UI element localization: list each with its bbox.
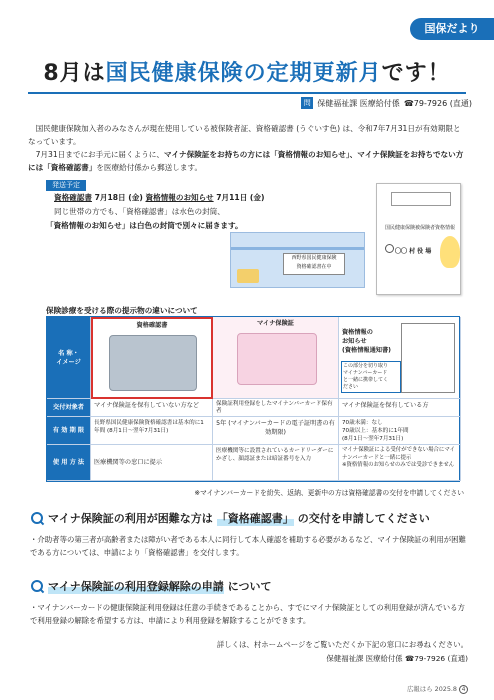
cell-target-2: 保険証利用登録をしたマイナンバーカード保有者 (213, 399, 339, 417)
footer-line-2: 保健福祉課 医療給付係 ☎79-7926 (直通) (326, 654, 468, 663)
intro-paragraph-1: 国民健康保険加入者のみなさんが現在使用している被保険者証、資格確認書 (うぐいす色) は、令和7年7月31日が有効期限となっています。 (28, 124, 461, 146)
magnifier-icon (30, 511, 44, 525)
magnifier-icon (30, 579, 44, 593)
cell-target-3: マイナ保険証を保有している方 (339, 399, 461, 417)
intro-p2-a: 7月31日までにお手元に届くように、 (35, 150, 164, 159)
envelope-stripe (231, 247, 364, 250)
schedule-note-2: 「資格情報のお知らせ」は白色の封筒で別々に届きます。 (46, 221, 243, 230)
section2-body: ・マイナンバーカードの健康保険証利用登録は任意の手続きであることから、すでにマイナ保険証としての利用登録が済んでいる方で利用登録の解除を希望する方は、申請により利用登録を解除することができます。 (30, 603, 465, 625)
section2-title (30, 578, 272, 594)
section1-title-a: マイナ保険証の利用が困難な方は (48, 512, 213, 525)
schedule-badge: 発送予定 (46, 180, 86, 191)
cell-usage-1: 医療機関等の窓口に提示 (91, 445, 213, 481)
schedule-item-1: 資格確認書 (54, 193, 92, 202)
col-title-1: 資格確認書 (136, 322, 168, 329)
blue-envelope-image (230, 232, 365, 288)
schedule-date-1: 7月18日 (金) (91, 193, 146, 202)
envelope-window (391, 192, 451, 206)
section-tag: 国保だより (410, 18, 494, 40)
contact-dept: 保健福祉課 医療給付係 (317, 98, 400, 108)
row-header-target: 交付対象者 (47, 399, 91, 417)
title-highlight: 国民健康保険の定期更新月 (105, 61, 382, 86)
section1-title (30, 510, 430, 526)
envelope-label: 西野県国民健康保険 資格確認書在中 (283, 253, 345, 275)
section1-body: ・介助者等の第三者が高齢者または障がい者である本人に同行して本人確認を補助する必要があるなど、マイナ保険証の利用が困難である方については、申請により「資格確認書」を交付します。 (30, 535, 466, 557)
village-seal-icon (385, 244, 394, 253)
envelope-org: 〇〇 村 役 場 (395, 248, 432, 255)
intro-p2-bold: マイナ保険証をお持ちの方には「資格情報のお知らせ」、マイナ保険証をお持ちでない方には「資格確認書」 (28, 150, 464, 172)
col-myna-hokensho (213, 317, 339, 399)
page-title (0, 56, 494, 87)
cell-validity-3: 70歳未満：なし 70歳以上：基本的に1年間 (8月1日～翌年7月31日) (339, 417, 461, 445)
title-post: です！ (381, 61, 451, 86)
intro-paragraph-2 (28, 148, 468, 174)
table-heading: 保険診療を受ける際の提示物の違いについて (46, 306, 198, 315)
cell-validity-1: 長野県国民健康保険資格確認書は基本的に1年間 (8月1日～翌年7月31日) (91, 417, 213, 445)
intro-p2-c: を医療給付係から郵送します。 (96, 163, 203, 172)
title-rule (28, 92, 466, 94)
envelope-title: 国民健康保険被保険者資格情報 (385, 225, 456, 231)
contact-tel: ☎79-7926 (直通) (403, 98, 472, 108)
page-label: 広報はら 2025.8 (407, 685, 457, 693)
schedule-date-2: 7月11日 (金) (213, 193, 265, 202)
section2-title-b: について (227, 580, 272, 593)
section1-title-b: 「資格確認書」 (216, 512, 294, 525)
envelope-mark (237, 269, 259, 283)
row-header-validity: 有 効 期 限 (47, 417, 91, 445)
comparison-table (46, 316, 460, 482)
shikaku-card-image (109, 335, 197, 391)
section1-title-c: の交付を申請してください (297, 512, 430, 525)
col-shikaku-oshirase (339, 317, 461, 399)
table-note: ※マイナンバーカードを紛失、返納、更新中の方は資格確認書の交付を申請してください (194, 489, 464, 497)
contact-line (301, 97, 472, 109)
footer-line-1: 詳しくは、村ホームページをご覧いただくか下記の窓口にお尋ねください。 (216, 640, 468, 649)
col-title-3: 資格情報の お知らせ (資格情報通知書) (342, 329, 391, 354)
col-shikaku-kakuninsho (91, 317, 213, 399)
page-footer (407, 684, 468, 694)
myna-card-image (237, 333, 317, 385)
mascot-icon (440, 236, 460, 268)
row-header-name: 名 称・ イメージ (47, 317, 91, 399)
page-number: 4 (459, 685, 468, 694)
schedule-line-2: 同じ世帯の方でも、「資格確認書」は水色の封筒、 (54, 207, 225, 216)
schedule-dates (54, 191, 264, 204)
title-pre: 8月は (43, 61, 106, 86)
inquiry-icon: 問 (301, 97, 313, 109)
cell-target-1: マイナ保険証を保有していない方など (91, 399, 213, 417)
oshirase-doc-image (401, 323, 455, 393)
cell-usage-3: マイナ保険証による受付ができない場合にマイナンバーカードと一緒に提示 ※資格情報のお知らせのみでは受診できません (339, 445, 461, 481)
row-header-usage: 使 用 方 法 (47, 445, 91, 481)
cutout-callout: この部分を切り取り マイナンバーカード と一緒に携帯してく ださい (341, 361, 401, 393)
cell-usage-2: 医療機関等に設置されているカードリーダーにかざし、顔認証または暗証番号を入力 (213, 445, 339, 481)
section2-title-a: マイナ保険証の利用登録解除の申請 (48, 580, 224, 593)
col-title-2: マイナ保険証 (256, 320, 294, 327)
cell-validity-2: 5年 (マイナンバーカードの電子証明書の有効期限) (213, 417, 339, 445)
schedule-item-2: 資格情報のお知らせ (145, 193, 214, 202)
